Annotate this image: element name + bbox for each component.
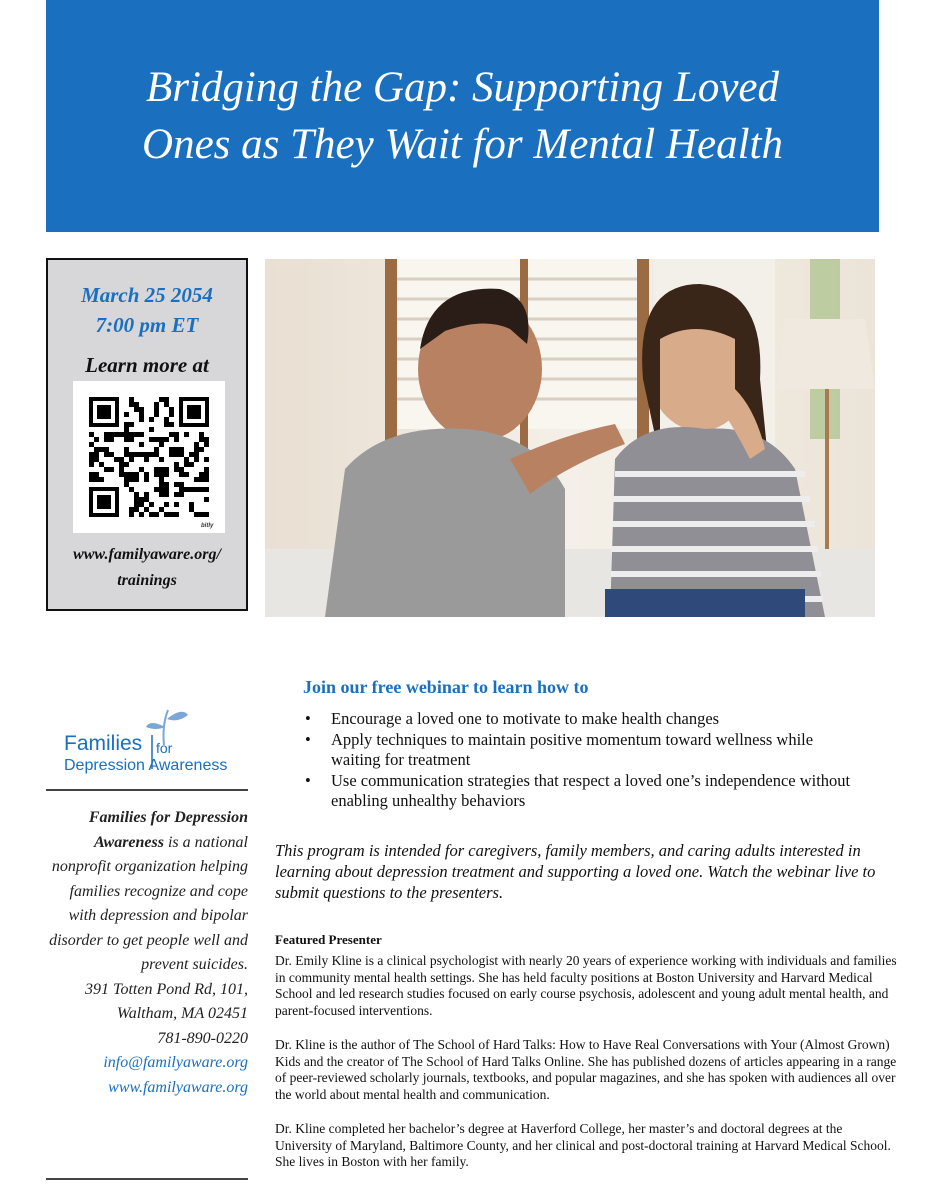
org-website-link[interactable]: www.familyaware.org <box>108 1078 248 1096</box>
org-address-1: 391 Totten Pond Rd, 101, <box>85 980 248 998</box>
org-blurb <box>46 806 248 978</box>
logo-for: for <box>156 740 173 756</box>
program-intro: This program is intended for caregivers, family members, and caring adults interested in learning about depression treatment and supporting a loved one. Watch the webinar live to submit questions to the presenters. <box>275 841 876 902</box>
org-description-text: is a national nonprofit organization helping families recognize and cope with depression and bipolar disorder to get people well and prevent suicides. <box>49 833 248 973</box>
page-title: Bridging the Gap: Supporting Loved Ones as They Wait for Mental Health <box>142 64 783 168</box>
qr-tag: bitly <box>201 523 214 529</box>
org-name: Families for Depression Awareness <box>88 809 248 851</box>
divider-bottom <box>46 1178 248 1180</box>
list-item: • Encourage a loved one to motivate to make health changes <box>305 709 865 730</box>
org-description <box>46 806 248 1100</box>
logo-depression-awareness: Depression Awareness <box>64 757 228 774</box>
event-info-box <box>46 258 248 611</box>
presenter-bio-3: Dr. Kline completed her bachelor’s degree at Haverford College, her master’s and doctoral degrees at the University of Maryland, Baltimore County, and her clinical and post-doctoral training at Harvard Medical School. She lives in Boston with her family. <box>275 1121 891 1169</box>
org-phone: 781-890-0220 <box>157 1029 248 1047</box>
families-for-depression-awareness-logo <box>64 705 240 780</box>
org-email-link[interactable]: info@familyaware.org <box>103 1054 248 1071</box>
event-datetime <box>48 280 246 340</box>
trainings-url-line1[interactable]: www.familyaware.org/ <box>73 546 221 563</box>
qr-code[interactable] <box>73 381 225 533</box>
webinar-heading: Join our free webinar to learn how to <box>303 677 589 697</box>
list-item: • Use communication strategies that respect a loved one’s independence without enabling unhealthy behaviors <box>305 771 865 812</box>
divider-top <box>46 789 248 791</box>
webinar-bullets <box>305 709 865 812</box>
org-address-2: Waltham, MA 02451 <box>116 1005 248 1022</box>
trainings-url[interactable] <box>48 542 246 594</box>
trainings-url-line2[interactable]: trainings <box>117 572 177 589</box>
hero-photo <box>265 259 875 617</box>
list-item: • Apply techniques to maintain positive momentum toward wellness while waiting for treatment <box>305 730 865 771</box>
presenter-bio-1: Dr. Emily Kline is a clinical psychologist with nearly 20 years of experience working with individuals and families in community mental health settings. She has held faculty positions at Boston University and Harvard Medical School and led research studies focused on early course psychosis, adolescent and young adult mental health, and parent-focused interventions. <box>275 953 897 1018</box>
event-time: 7:00 pm ET <box>95 313 199 337</box>
featured-presenter-heading: Featured Presenter <box>275 932 382 947</box>
learn-more-label: Learn more at <box>85 353 209 377</box>
presenter-bio-2: Dr. Kline is the author of The School of Hard Talks: How to Have Real Conversations with Your (Almost Grown) Kids and the creator of The School of Hard Talks Online. She has published dozens of articles appearing in a range of peer-reviewed scholarly journals, textbooks, and popular magazines, and she has spoken with audiences all over the world about mental health and communication. <box>275 1037 897 1102</box>
event-date: March 25 2054 <box>81 283 213 307</box>
logo-families: Families <box>64 732 143 755</box>
title-banner <box>46 0 879 232</box>
